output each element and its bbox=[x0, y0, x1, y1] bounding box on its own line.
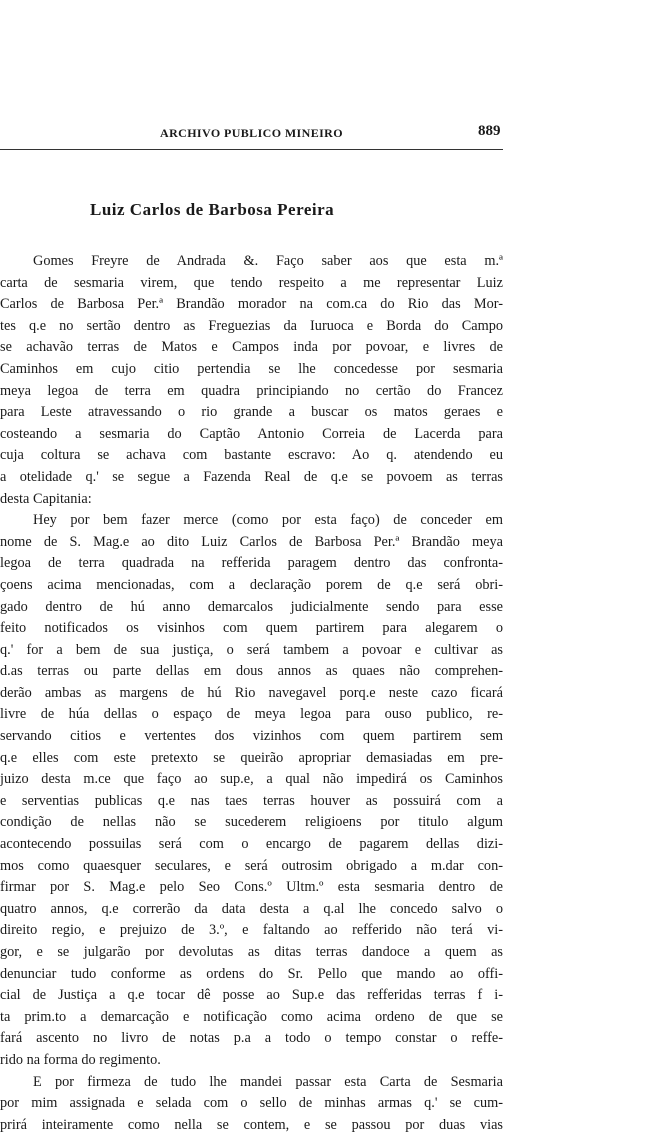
text-line: carta de sesmaria virem, que tendo respeito a me representar Luiz bbox=[0, 274, 503, 291]
text-line: Hey por bem fazer merce (como por esta faço) de conceder em bbox=[33, 512, 503, 529]
text-line: cial de Justiça a q.e tocar dê posse ao Sup.e das refferidas terras f i- bbox=[0, 987, 503, 1004]
text-line: feito notificados os visinhos com quem partirem para alegarem o bbox=[0, 620, 503, 637]
text-line: servando citios e vertentes dos vizinhos com quem partirem sem bbox=[0, 728, 503, 745]
running-header bbox=[0, 123, 655, 146]
text-line: a otelidade q.' se segue a Fazenda Real de q.e se povoem as terras bbox=[0, 468, 503, 485]
text-line: por mim assignada e selada com o sello de minhas armas q.' se cum- bbox=[0, 1095, 503, 1112]
text-line: direito regio, e prejuizo de 3.º, e faltando ao refferido não terá vi- bbox=[0, 922, 503, 939]
text-line: legoa de terra quadrada na refferida paragem dentro das confronta- bbox=[0, 555, 503, 572]
text-line: condição de nellas não se sucederem religioens por titulo algum bbox=[0, 814, 503, 831]
text-line: livre de húa dellas o espaço de meya legoa para ouso publico, re- bbox=[0, 706, 503, 723]
text-line: desta Capitania: bbox=[0, 490, 92, 507]
text-line: denunciar tudo conforme as ordens do Sr. Pello que mando ao offi- bbox=[0, 965, 503, 982]
text-line: mos como quaesquer seculares, e será outrosim obrigado a m.dar con- bbox=[0, 857, 503, 874]
text-line: juizo desta m.ce que faço ao sup.e, a qual não impedirá os Caminhos bbox=[0, 771, 503, 788]
text-line: ta prim.to a demarcação e notificação como acima ordeno de que se bbox=[0, 1008, 503, 1025]
text-line: q.e elles com este pretexto se queirão apropriar demasiadas em pre- bbox=[0, 749, 503, 766]
text-line: acontecendo possuilas será com o encargo de pagarem dellas dizi- bbox=[0, 836, 503, 853]
text-line: çoens acima mencionadas, com a declaração porem de q.e será obri- bbox=[0, 576, 503, 593]
text-line: q.' for a bem de sua justiça, o será tambem a povoar e cultivar as bbox=[0, 641, 503, 658]
document-title: Luiz Carlos de Barbosa Pereira bbox=[90, 200, 335, 219]
text-line: firmar por S. Mag.e pelo Seo Cons.º Ultm.º esta sesmaria dentro de bbox=[0, 879, 503, 896]
text-line: gor, e se julgarão por devolutas as ditas terras dandoce a quem as bbox=[0, 944, 503, 960]
text-line: d.as terras ou parte dellas em dous annos as quaes não comprehen- bbox=[0, 663, 503, 680]
header-rule bbox=[0, 149, 503, 150]
page-number: 889 bbox=[478, 123, 501, 139]
text-line: meya legoa de terra em quadra principiando no certão do Francez bbox=[0, 382, 503, 399]
text-line: para Leste atravessando o rio grande a buscar os matos geraes e bbox=[0, 404, 503, 421]
text-line: cuja coltura se achava com bastante escravo: Ao q. atendendo eu bbox=[0, 447, 503, 464]
text-line: derão ambas as margens de hú Rio navegavel porq.e neste cazo ficará bbox=[0, 684, 503, 701]
text-line: Gomes Freyre de Andrada &. Faço saber aos que esta m.ª bbox=[33, 253, 503, 269]
text-line: prirá inteiramente como nella se contem, e se passou por duas vias bbox=[0, 1116, 503, 1133]
text-line: e serventias publicas q.e nas taes terras houver as possuirá com a bbox=[0, 792, 503, 809]
text-line: rido na forma do regimento. bbox=[0, 1051, 161, 1068]
text-line: se achavão terras de Matos e Campos inda por povoar, e livres de bbox=[0, 339, 503, 356]
text-line: E por firmeza de tudo lhe mandei passar esta Carta de Sesmaria bbox=[33, 1073, 503, 1090]
body-text bbox=[0, 251, 503, 1136]
text-line: tes q.e no sertão dentro as Freguezias da Iuruoca e Borda do Campo bbox=[0, 317, 503, 334]
text-line: Carlos de Barbosa Per.ª Brandão morador na com.ca do Rio das Mor- bbox=[0, 296, 503, 313]
text-line: nome de S. Mag.e ao dito Luiz Carlos de Barbosa Per.ª Brandão meya bbox=[0, 533, 503, 550]
text-line: quatro annos, q.e correrão da data desta a q.al lhe concedo salvo o bbox=[0, 900, 503, 917]
text-line: Caminhos em cujo citio pertendia se lhe concedesse por sesmaria bbox=[0, 360, 503, 377]
text-line: gado dentro de hú anno demarcalos judicialmente sendo para esse bbox=[0, 598, 503, 615]
running-title: ARCHIVO PUBLICO MINEIRO bbox=[160, 126, 343, 140]
text-line: fará ascento no livro de notas p.a a todo o tempo constar o reffe- bbox=[0, 1030, 503, 1047]
text-line: costeando a sesmaria do Captão Antonio Correia de Lacerda para bbox=[0, 425, 503, 442]
